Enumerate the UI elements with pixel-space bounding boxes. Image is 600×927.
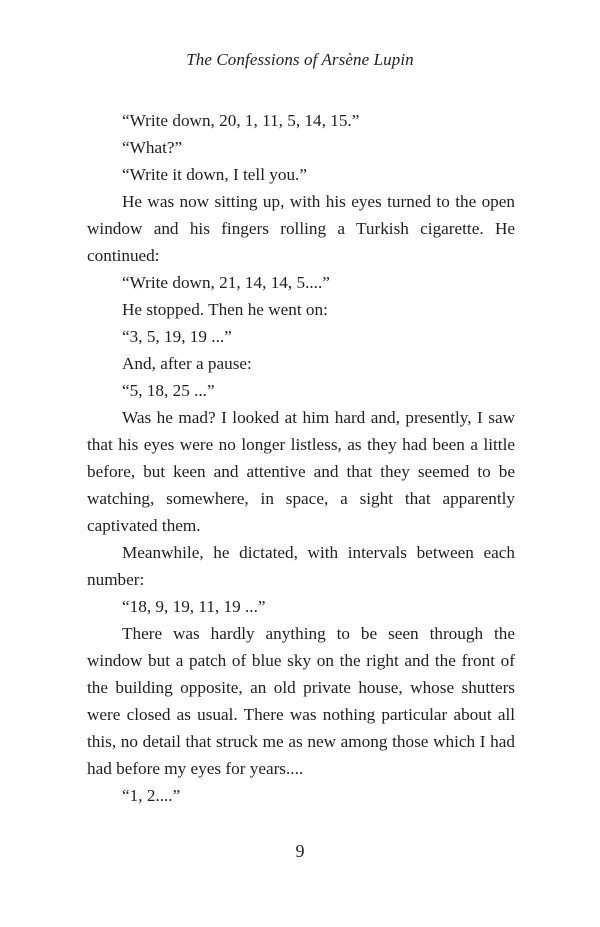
running-header: The Confessions of Arsène Lupin — [186, 50, 414, 69]
paragraph: “Write down, 20, 1, 11, 5, 14, 15.” — [122, 111, 360, 130]
paragraph: “3, 5, 19, 19 ...” — [122, 327, 232, 346]
paragraph: And, after a pause: — [122, 354, 252, 373]
paragraph: “What?” — [122, 138, 183, 157]
page-body — [87, 107, 515, 809]
paragraph: “1, 2....” — [122, 786, 181, 805]
paragraph: “Write it down, I tell you.” — [122, 165, 307, 184]
paragraph: There was hardly anything to be seen through the window but a patch of blue sky on the right and the front of the building opposite, an old private house, whose shutters were closed as usual. There was nothing particular about all this, no detail that struck me as new among those which I had had before my eyes for years.... — [87, 624, 515, 778]
paragraph: “Write down, 21, 14, 14, 5....” — [122, 273, 330, 292]
paragraph: He was now sitting up, with his eyes turned to the open window and his fingers rolling a Turkish cigarette. He continued: — [87, 192, 515, 265]
paragraph: “5, 18, 25 ...” — [122, 381, 215, 400]
paragraph: He stopped. Then he went on: — [122, 300, 328, 319]
paragraph: Meanwhile, he dictated, with intervals between each number: — [87, 543, 515, 589]
page-number: 9 — [295, 841, 305, 861]
paragraph: “18, 9, 19, 11, 19 ...” — [122, 597, 266, 616]
paragraph: Was he mad? I looked at him hard and, presently, I saw that his eyes were no longer listless, as they had been a little before, but keen and attentive and that they seemed to be watching, somewhere, in space, a sight that apparently captivated them. — [87, 408, 515, 535]
